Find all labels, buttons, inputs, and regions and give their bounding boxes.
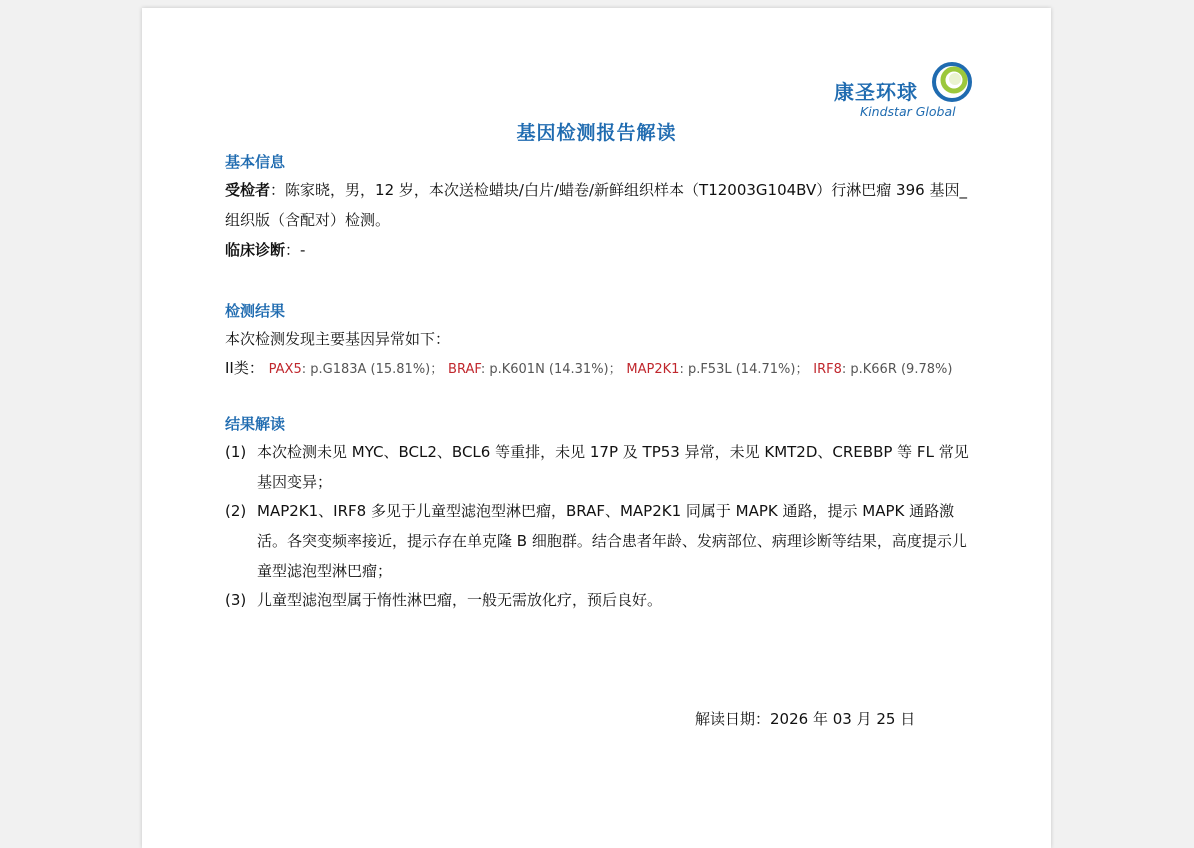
diagnosis-label: 临床诊断 bbox=[225, 241, 286, 259]
variant-detail: : p.F53L (14.71%)； bbox=[679, 362, 809, 377]
subject-text: 陈家晓，男，12 岁，本次送检蜡块/白片/蜡卷/新鲜组织样本（T12003G104BV）行淋巴瘤 396 基因_组织版（含配对）检测。 bbox=[225, 181, 967, 229]
interpretation-item bbox=[225, 437, 970, 497]
results-intro: 本次检测发现主要基因异常如下： bbox=[225, 330, 451, 348]
variant-item bbox=[269, 362, 444, 377]
interpretation-item bbox=[225, 585, 970, 615]
variant-item bbox=[448, 362, 622, 377]
interpretation-heading: 结果解读 bbox=[225, 415, 286, 433]
basic-info-heading: 基本信息 bbox=[225, 153, 286, 171]
logo-english-text: Kindstar Global bbox=[860, 104, 956, 119]
variant-gene: MAP2K1 bbox=[626, 362, 680, 377]
variant-gene: BRAF bbox=[448, 362, 481, 377]
variant-list bbox=[225, 357, 952, 378]
clinical-diagnosis bbox=[225, 235, 970, 265]
page-title: 基因检测报告解读 bbox=[516, 122, 677, 144]
results-heading: 检测结果 bbox=[225, 302, 286, 320]
interpretation-number: (1) bbox=[225, 443, 247, 461]
subject-info bbox=[225, 175, 970, 235]
logo-ring-icon bbox=[930, 60, 974, 104]
variant-detail: : p.K66R (9.78%) bbox=[841, 362, 953, 377]
report-page bbox=[142, 8, 1051, 848]
diagnosis-separator: ： bbox=[285, 241, 301, 259]
interpretation-text: MAP2K1、IRF8 多见于儿童型滤泡型淋巴瘤，BRAF、MAP2K1 同属于 MAPK 通路，提示 MAPK 通路激活。各突变频率接近，提示存在单克隆 B 细胞群。结合患者年龄、发病部位、病理诊断等结果，高度提示儿童型滤泡型淋巴瘤； bbox=[257, 502, 967, 580]
diagnosis-value: - bbox=[300, 241, 306, 259]
variant-class-label: II类： bbox=[225, 359, 264, 377]
interpretation-item bbox=[225, 496, 970, 586]
variant-gene: IRF8 bbox=[813, 362, 842, 377]
variant-gene: PAX5 bbox=[268, 362, 302, 377]
interpretation-text: 儿童型滤泡型属于惰性淋巴瘤，一般无需放化疗，预后良好。 bbox=[257, 591, 663, 609]
interpretation-date: 解读日期：2026 年 03 月 25 日 bbox=[695, 710, 916, 728]
variant-item bbox=[626, 362, 808, 377]
variant-detail: : p.K601N (14.31%)； bbox=[480, 362, 622, 377]
subject-separator: ： bbox=[270, 181, 286, 199]
interpretation-number: (2) bbox=[225, 502, 247, 520]
subject-label: 受检者 bbox=[225, 181, 271, 199]
logo-chinese-text: 康圣环球 bbox=[834, 80, 918, 104]
variant-detail: : p.G183A (15.81%)； bbox=[301, 362, 444, 377]
interpretation-number: (3) bbox=[225, 591, 247, 609]
variant-item bbox=[813, 362, 952, 377]
kindstar-logo bbox=[834, 60, 974, 122]
interpretation-text: 本次检测未见 MYC、BCL2、BCL6 等重排，未见 17P 及 TP53 异常，未见 KMT2D、CREBBP 等 FL 常见基因变异； bbox=[257, 443, 969, 491]
